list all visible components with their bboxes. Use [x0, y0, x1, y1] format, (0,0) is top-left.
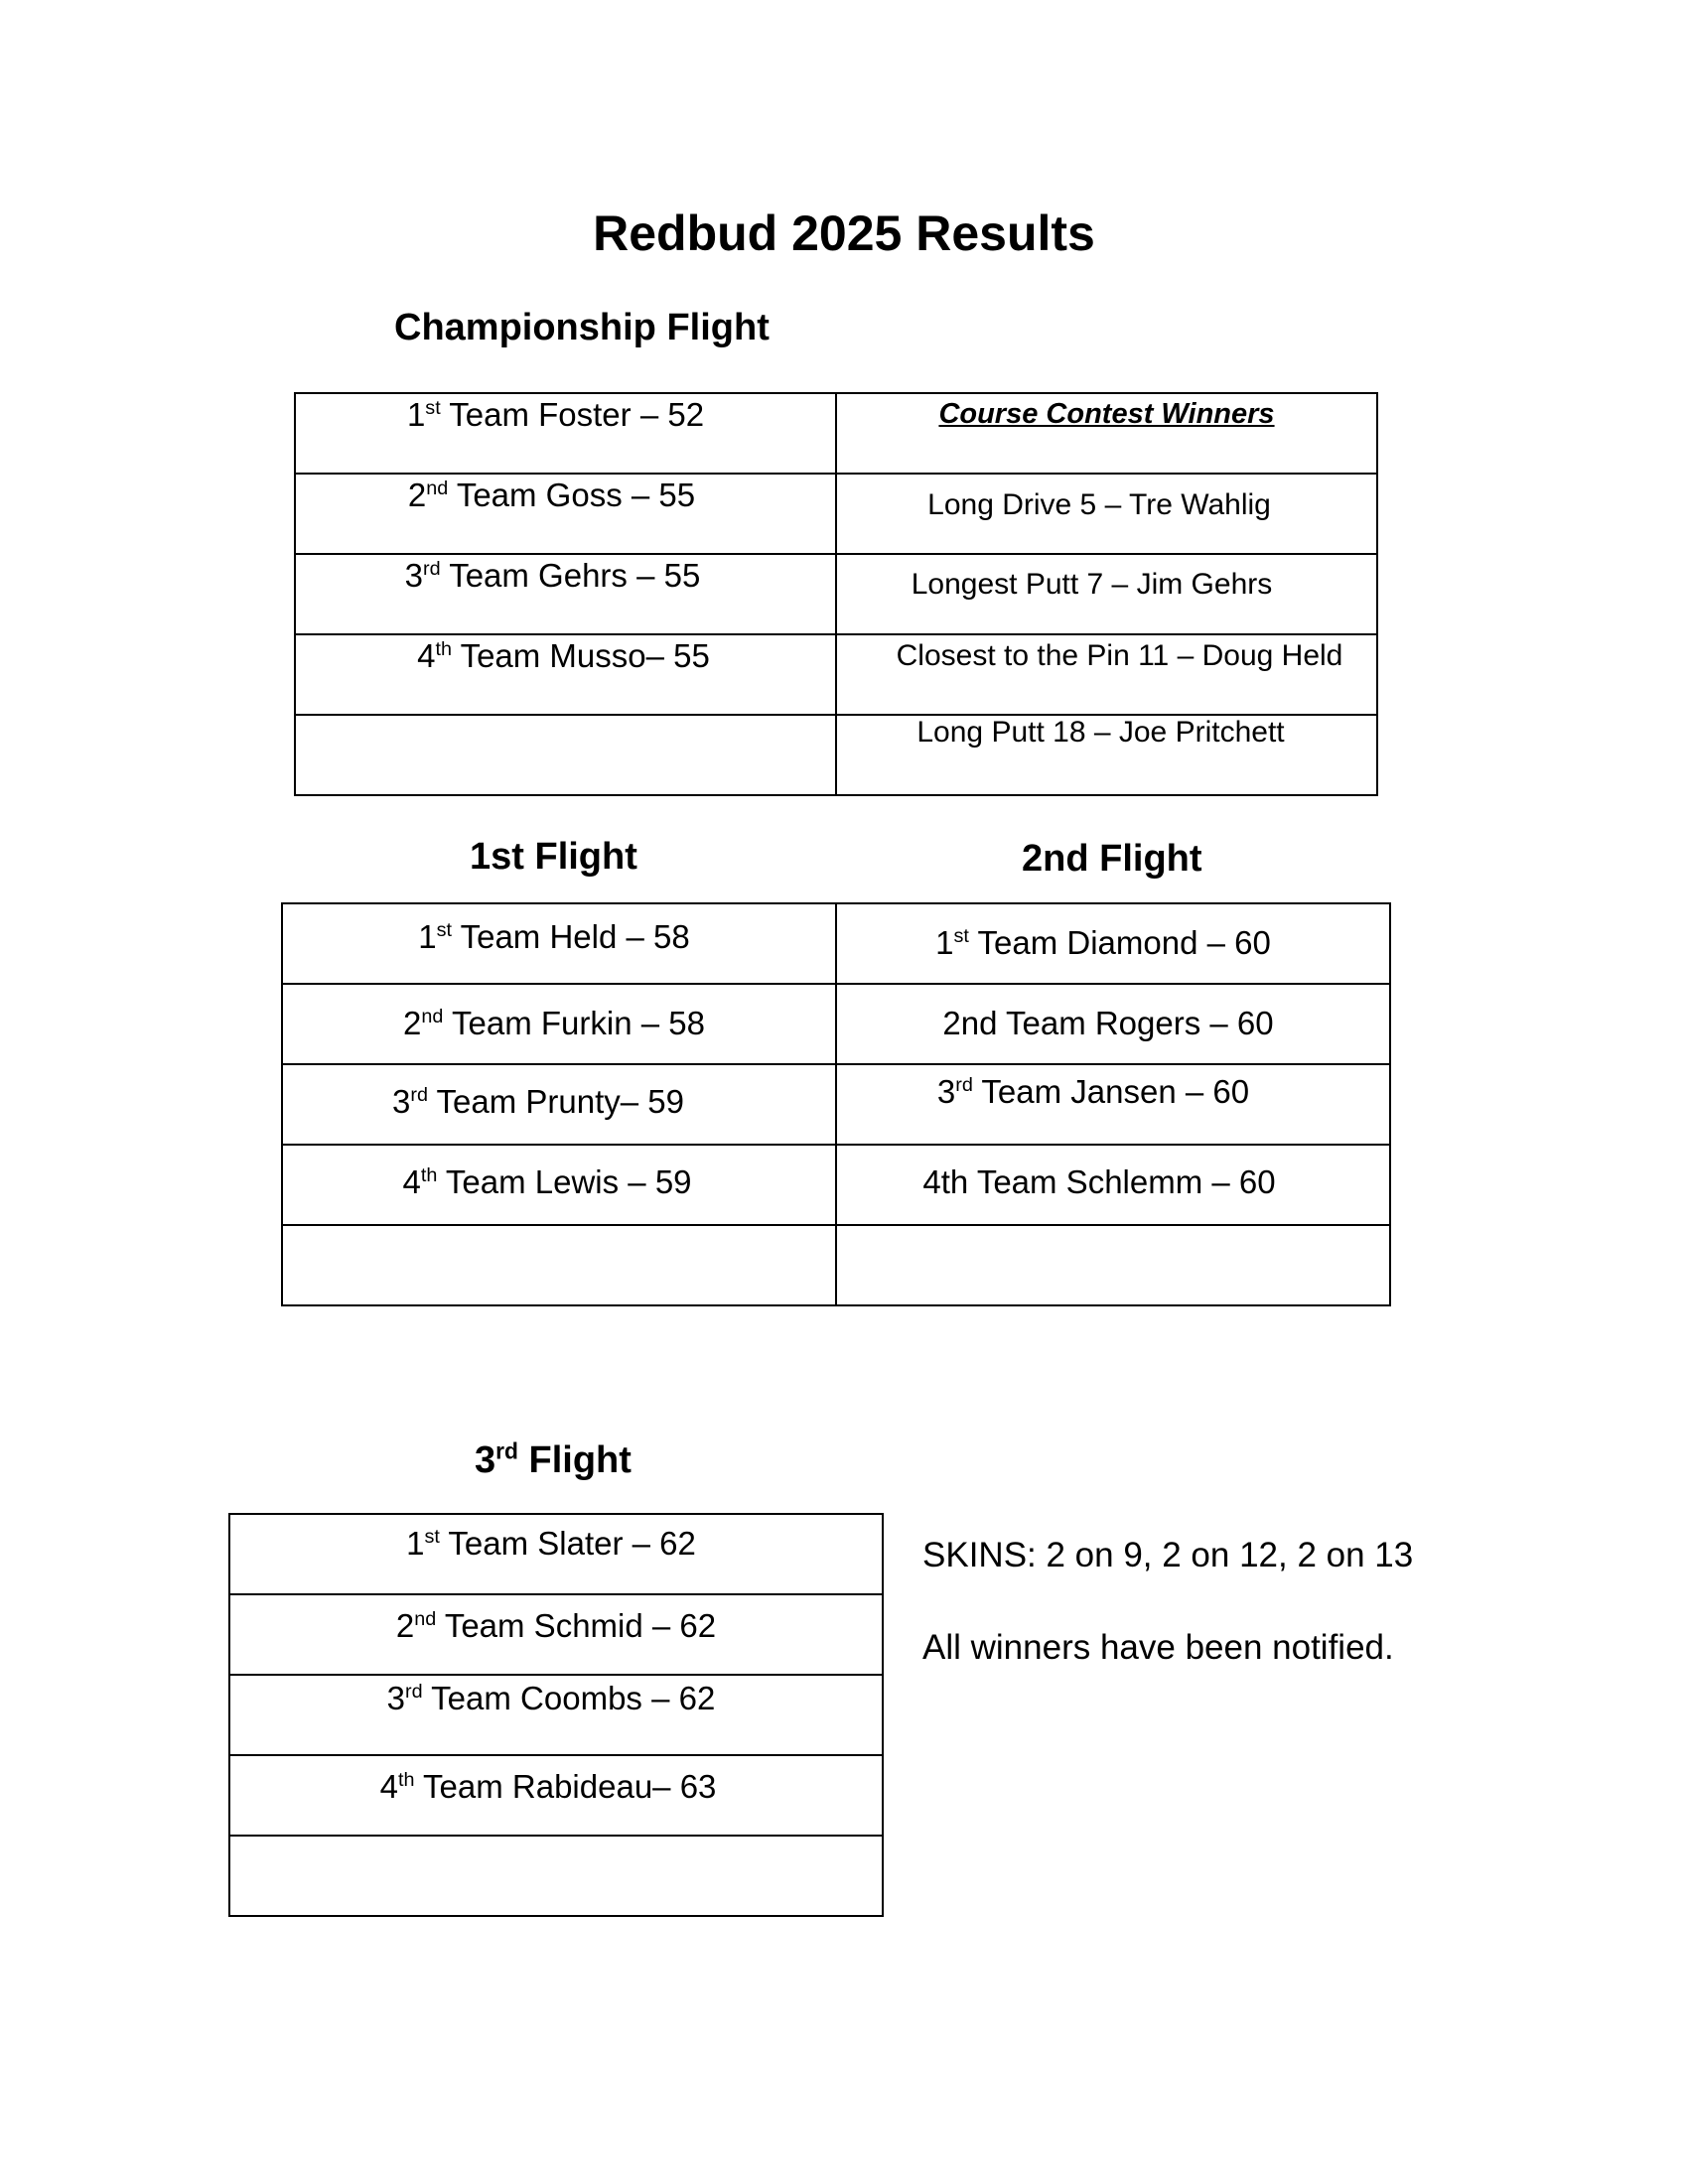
first-flight-cell-2	[282, 984, 836, 1064]
team-result: 1st Team Foster – 52	[406, 396, 705, 433]
contest-winner: Long Putt 18 – Joe Pritchett	[916, 716, 1285, 749]
contest-cell-2	[836, 554, 1377, 634]
third-flight-table	[228, 1513, 884, 1917]
championship-table	[294, 392, 1378, 796]
second-flight-cell-3	[836, 1064, 1390, 1145]
third-flight-cell-2	[229, 1594, 883, 1675]
second-flight-cell-1	[836, 903, 1390, 984]
championship-cell-3	[295, 554, 836, 634]
team-result: 4th Team Schlemm – 60	[922, 1163, 1276, 1200]
team-result: 3rd Team Gehrs – 55	[404, 557, 701, 594]
team-result: 2nd Team Schmid – 62	[395, 1607, 717, 1644]
team-result: 1st Team Slater – 62	[406, 1525, 696, 1562]
team-result: 4th Team Rabideau– 63	[379, 1768, 717, 1805]
contest-cell-1	[836, 474, 1377, 554]
third-flight-cell-empty	[229, 1836, 883, 1916]
third-flight-heading: 3rd Flight	[475, 1437, 632, 1481]
team-result: 1st Team Held – 58	[418, 918, 690, 955]
championship-flight-heading: Championship Flight	[394, 307, 770, 348]
page-title: Redbud 2025 Results	[593, 205, 1095, 261]
team-result: 4th Team Lewis – 59	[402, 1163, 692, 1200]
team-result: 2nd Team Rogers – 60	[942, 1005, 1274, 1041]
second-flight-cell-2	[836, 984, 1390, 1064]
team-result: 3rd Team Coombs – 62	[386, 1680, 716, 1716]
first-flight-heading: 1st Flight	[470, 836, 637, 878]
team-result: 4th Team Musso– 55	[417, 637, 710, 674]
team-result: 2nd Team Furkin – 58	[403, 1005, 705, 1041]
first-flight-cell-empty	[282, 1225, 836, 1305]
championship-cell-2	[295, 474, 836, 554]
skins-note: SKINS: 2 on 9, 2 on 12, 2 on 13	[922, 1536, 1414, 1574]
team-result: 3rd Team Prunty– 59	[392, 1083, 684, 1120]
first-flight-cell-3	[282, 1064, 836, 1145]
team-result: 3rd Team Jansen – 60	[936, 1073, 1250, 1110]
contest-winner: Longest Putt 7 – Jim Gehrs	[911, 568, 1273, 601]
third-flight-cell-3	[229, 1675, 883, 1755]
third-flight-cell-4	[229, 1755, 883, 1836]
third-flight-cell-1	[229, 1514, 883, 1594]
contest-cell-3	[836, 634, 1377, 715]
first-flight-cell-1	[282, 903, 836, 984]
championship-cell-1	[295, 393, 836, 474]
second-flight-cell-4	[836, 1145, 1390, 1225]
contest-heading: Course Contest Winners	[938, 398, 1275, 430]
first-flight-cell-4	[282, 1145, 836, 1225]
winners-notified-note: All winners have been notified.	[922, 1628, 1394, 1667]
contest-cell-4	[836, 715, 1377, 795]
first-second-flight-table	[281, 902, 1391, 1306]
second-flight-cell-empty	[836, 1225, 1390, 1305]
championship-cell-4	[295, 634, 836, 715]
team-result: 1st Team Diamond – 60	[935, 924, 1271, 961]
contest-winner: Closest to the Pin 11 – Doug Held	[896, 639, 1343, 672]
second-flight-heading: 2nd Flight	[1022, 838, 1202, 880]
team-result: 2nd Team Goss – 55	[407, 477, 696, 513]
contest-header-cell	[836, 393, 1377, 474]
championship-cell-empty	[295, 715, 836, 795]
contest-winner: Long Drive 5 – Tre Wahlig	[927, 488, 1271, 521]
